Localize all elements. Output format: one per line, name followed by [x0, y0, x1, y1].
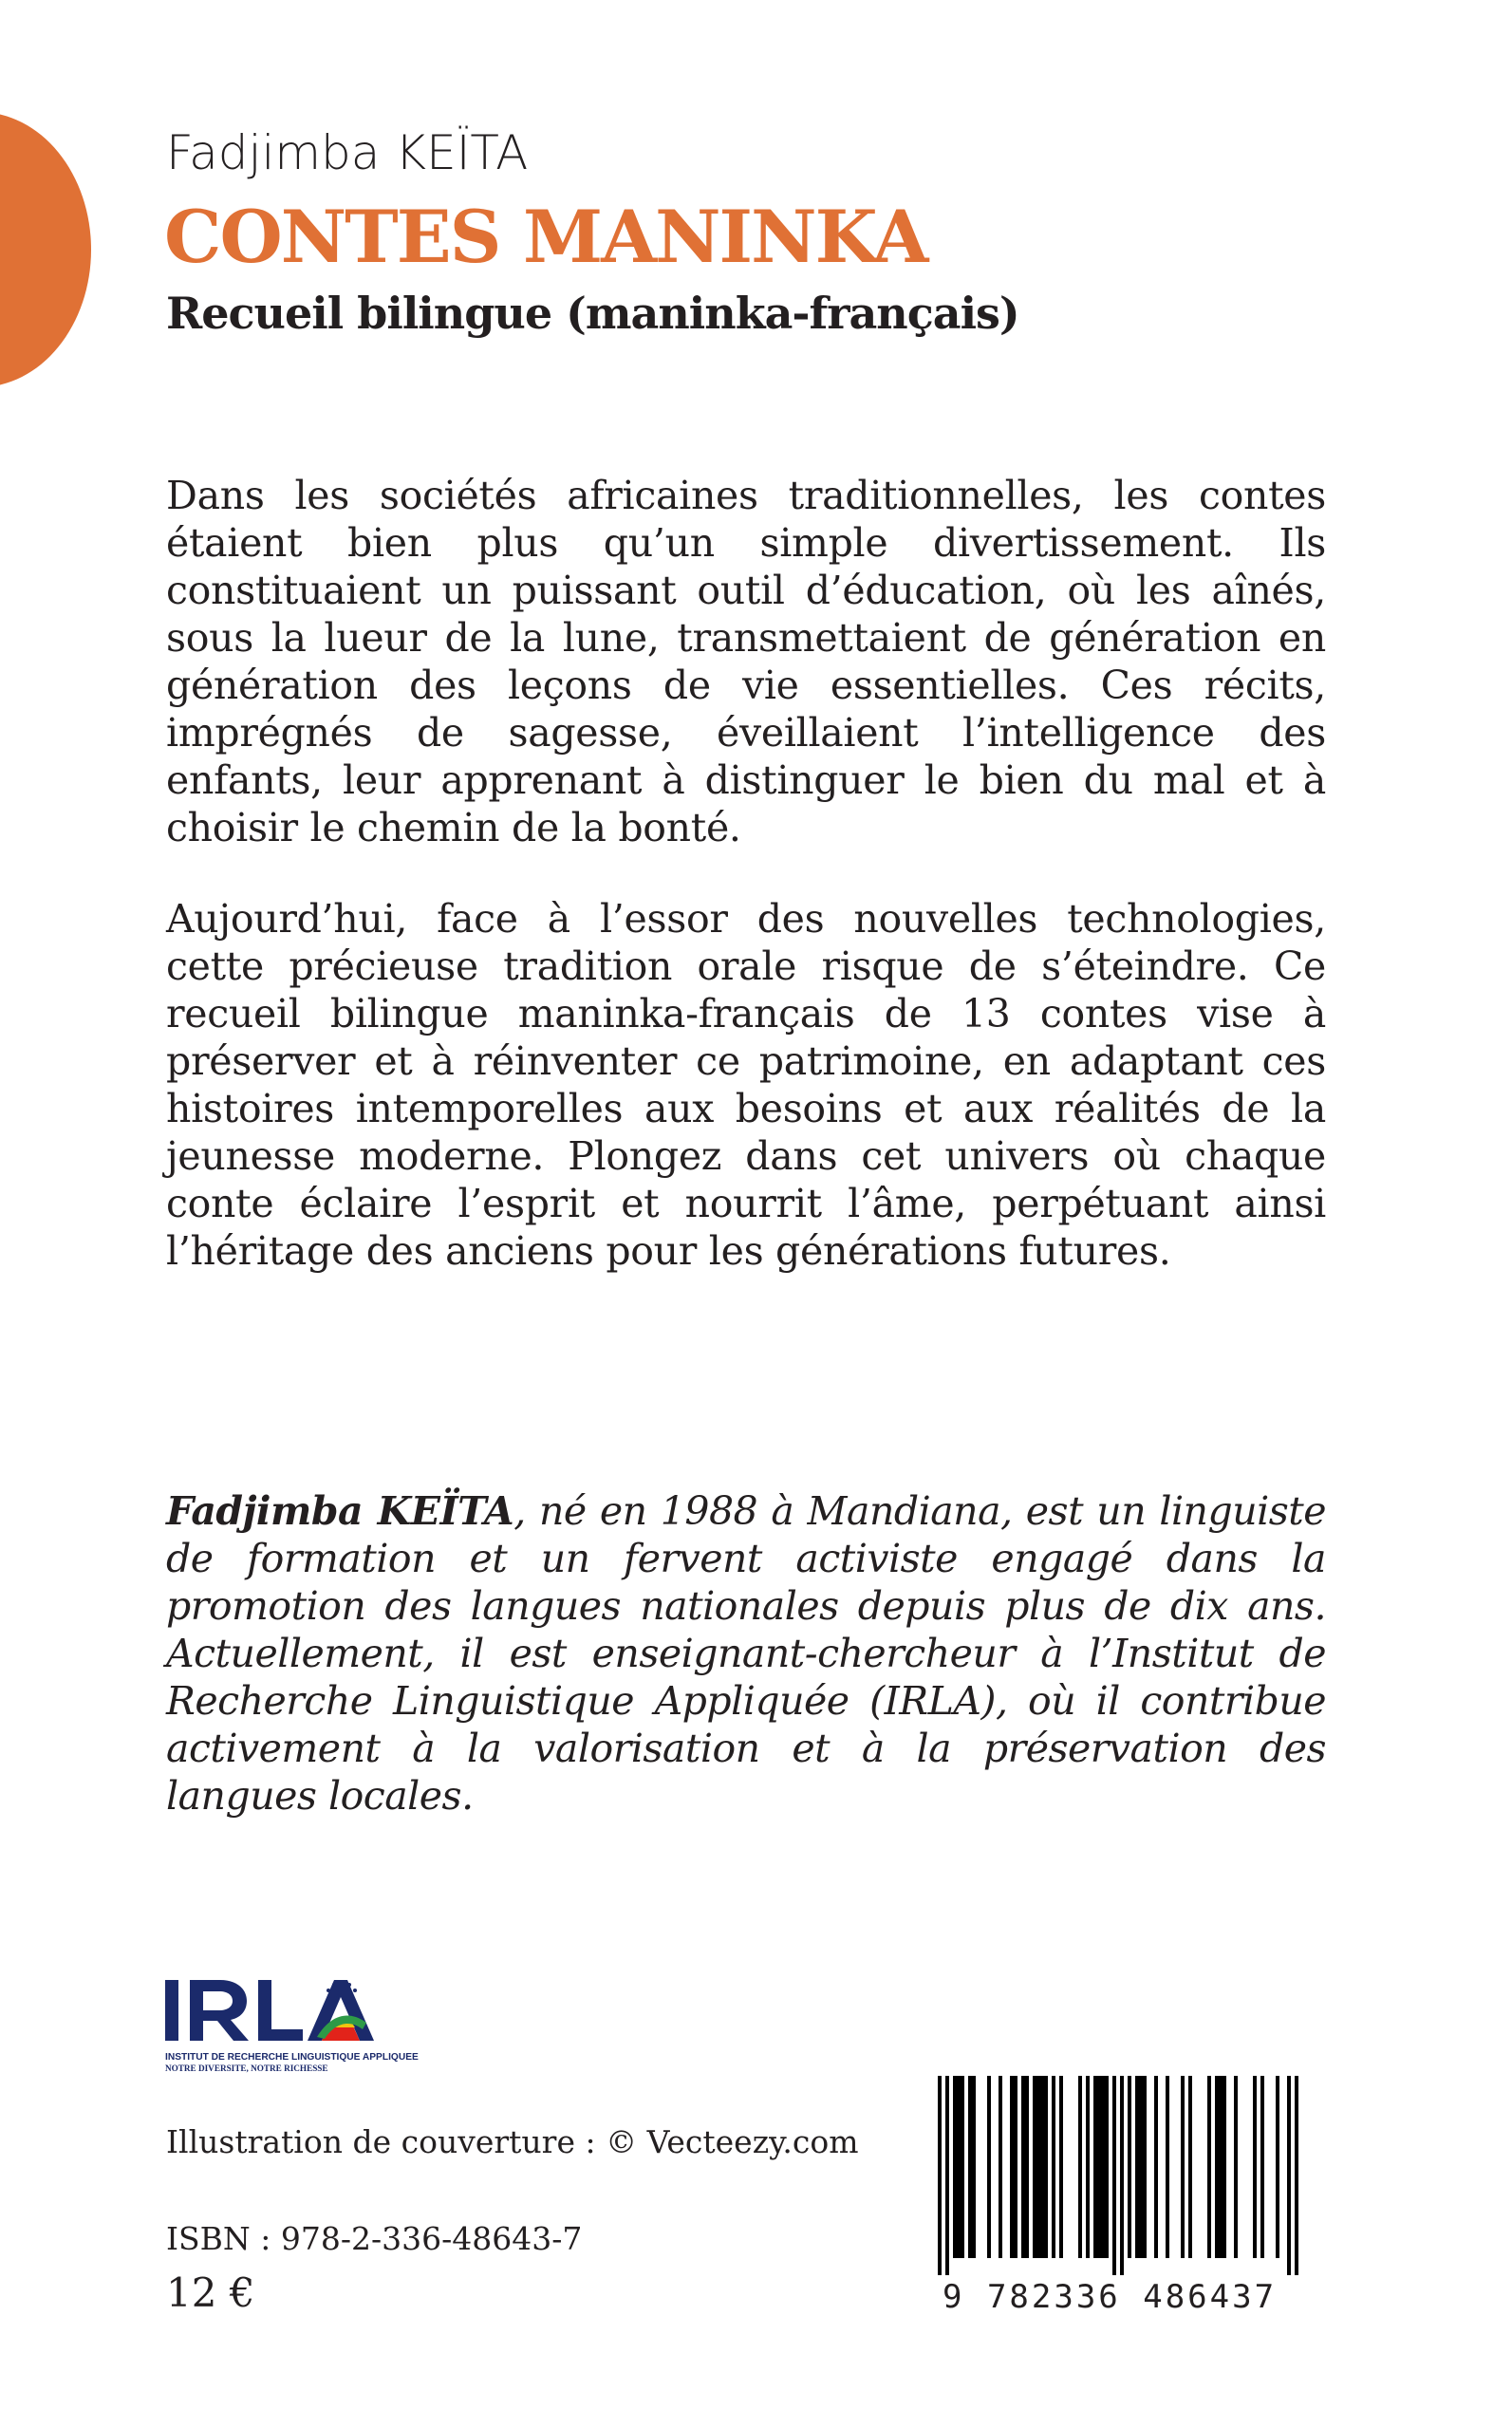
isbn: ISBN : 978-2-336-48643-7 — [166, 2220, 583, 2257]
barcode-bar — [1052, 2076, 1055, 2258]
barcode-bar — [1105, 2076, 1109, 2258]
barcode-bar — [1287, 2076, 1291, 2275]
orange-tab-decoration — [0, 112, 91, 387]
barcode-bar — [1120, 2076, 1124, 2275]
book-title: CONTES MANINKA — [164, 195, 927, 279]
barcode-bar — [961, 2076, 964, 2258]
barcode-bar — [968, 2076, 972, 2258]
barcode-bar — [1112, 2076, 1116, 2275]
barcode — [917, 2076, 1325, 2288]
barcode-digits: 9 782336 486437 — [943, 2278, 1278, 2316]
barcode-bar — [1014, 2076, 1017, 2258]
barcode-bar — [1207, 2076, 1211, 2258]
blurb-paragraph-1: Dans les sociétés africaines traditionnelles, les contes étaient bien plus qu’un simple divertissement. Ils constituaient un puissant outil d’éducation, où les aînés, sous la lueur de la lune, transmettaient de génération en génération des leçons de vie essentielles. Ces récits, imprégnés de sagesse, éveillaient l’intelligence des enfants, leur apprenant à distinguer le bien du mal et à choisir le chemin de la bonté. — [166, 473, 1326, 850]
barcode-bar — [1215, 2076, 1219, 2258]
barcode-bar — [957, 2076, 961, 2258]
barcode-bar — [999, 2076, 1002, 2258]
barcode-bars — [917, 2076, 1325, 2275]
barcode-bar — [1143, 2076, 1147, 2258]
barcode-bar — [1188, 2076, 1192, 2258]
barcode-bar — [1260, 2076, 1264, 2258]
barcode-bar — [1010, 2076, 1014, 2258]
barcode-bar — [1044, 2076, 1048, 2258]
barcode-bar — [1253, 2076, 1257, 2258]
barcode-bar — [1223, 2076, 1226, 2258]
author-name: Fadjimba KEÏTA — [166, 125, 529, 180]
author-bio — [166, 1487, 1326, 1820]
author-bio-name: Fadjimba KEÏTA — [166, 1488, 514, 1534]
logo-letter-r — [190, 1980, 249, 2041]
barcode-bar — [1295, 2076, 1298, 2275]
logo-caption-line2: NOTRE DIVERSITE, NOTRE RICHESSE — [165, 2064, 328, 2073]
barcode-bar — [1093, 2076, 1097, 2258]
barcode-bar — [1135, 2076, 1139, 2258]
barcode-bar — [1219, 2076, 1223, 2258]
logo-letter-i — [165, 1980, 178, 2041]
barcode-bar — [1040, 2076, 1044, 2258]
barcode-bar — [1036, 2076, 1040, 2258]
barcode-bar — [1033, 2076, 1036, 2258]
logo-caption-line1: INSTITUT DE RECHERCHE LINGUISTIQUE APPLIQUEE — [165, 2052, 419, 2063]
logo-letter-l — [258, 1980, 303, 2041]
barcode-bar — [1139, 2076, 1143, 2258]
barcode-bar — [972, 2076, 976, 2258]
barcode-bar — [938, 2076, 942, 2275]
barcode-bar — [1128, 2076, 1131, 2258]
barcode-bar — [1166, 2076, 1169, 2258]
barcode-bar — [1101, 2076, 1105, 2258]
illustration-credit: Illustration de couverture : © Vecteezy.com — [166, 2123, 859, 2160]
barcode-bar — [953, 2076, 957, 2258]
barcode-bar — [1025, 2076, 1029, 2258]
barcode-bar — [1154, 2076, 1158, 2258]
blurb-paragraph-2: Aujourd’hui, face à l’essor des nouvelles technologies, cette précieuse tradition orale risque de s’éteindre. Ce recueil bilingue maninka-français de 13 contes vise à préserver et à réinventer ce patrimoine, en adaptant ces histoires intemporelles aux besoins et aux réalités de la jeunesse moderne. Plongez dans cet univers où chaque conte éclaire l’esprit et nourrit l’âme, perpétuant ainsi l’héritage des anciens pour les générations futures. — [166, 896, 1326, 1274]
irla-logo — [165, 1980, 450, 2094]
price: 12 € — [166, 2269, 255, 2316]
barcode-bar — [987, 2076, 991, 2258]
barcode-bar — [1181, 2076, 1185, 2258]
barcode-bar — [1021, 2076, 1025, 2258]
barcode-bar — [1234, 2076, 1238, 2258]
barcode-bar — [1097, 2076, 1101, 2258]
barcode-bar — [1078, 2076, 1082, 2258]
author-bio-text: , né en 1988 à Mandiana, est un linguiste de formation et un fervent activiste engagé dans la promotion des langues nationales depuis plus de dix ans. Actuellement, il est enseignant-chercheur à l’Institut de Recherche Linguistique Appliquée (IRLA), où il contribue activement à la valorisation et à la préservation des langues locales. — [166, 1488, 1327, 1819]
book-subtitle: Recueil bilingue (maninka-français) — [166, 288, 1019, 339]
barcode-bar — [1276, 2076, 1279, 2258]
barcode-bar — [1059, 2076, 1063, 2258]
barcode-bar — [945, 2076, 949, 2275]
barcode-bar — [1086, 2076, 1090, 2258]
